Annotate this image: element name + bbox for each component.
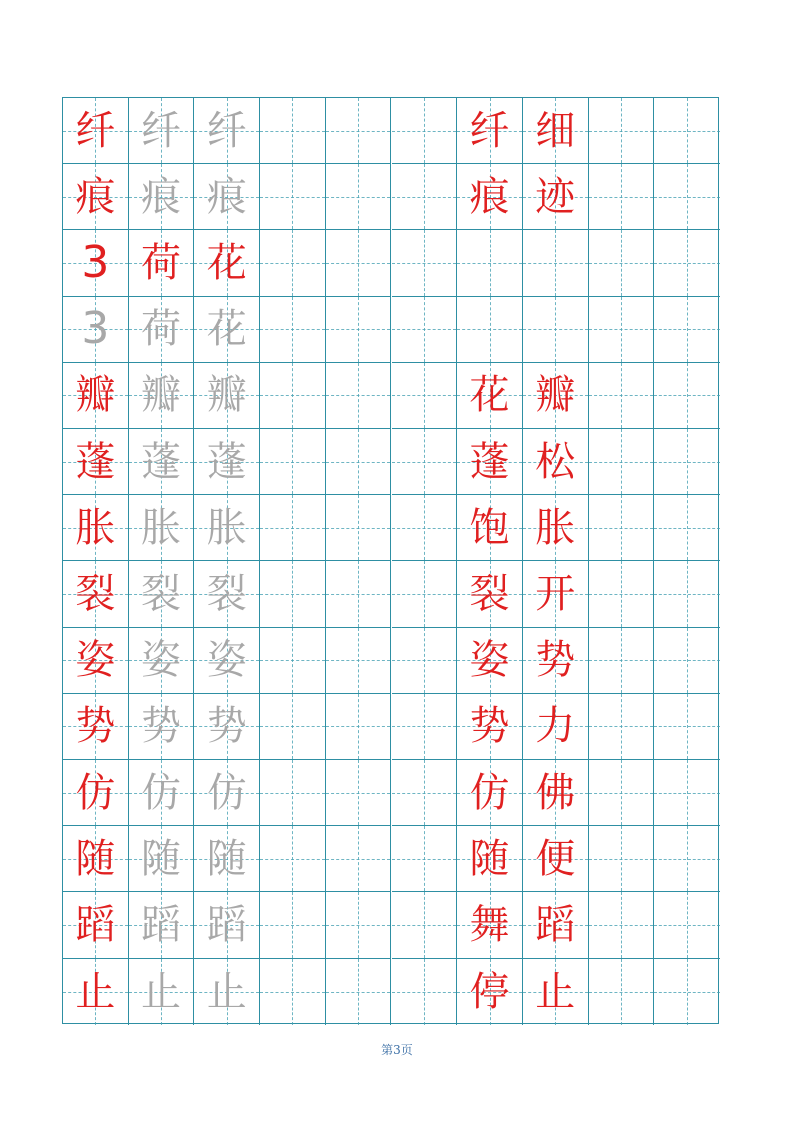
grid-cell [457,297,523,363]
grid-cell [129,363,195,429]
practice-character: 荷 [141,239,182,286]
grid-cell [194,959,260,1025]
grid-cell [326,561,392,627]
grid-cell [523,98,589,164]
practice-character: 随 [75,835,116,882]
practice-character: 纤 [469,107,510,154]
grid-cell [457,628,523,694]
grid-cell [63,959,129,1025]
practice-character: 姿 [141,637,182,684]
grid-cell [457,429,523,495]
writing-grid [62,97,719,1024]
grid-cell [589,628,655,694]
practice-character: 随 [141,835,182,882]
grid-row [63,164,718,230]
grid-row [63,98,718,164]
practice-character: 停 [469,968,510,1015]
grid-cell [129,164,195,230]
grid-cell [326,98,392,164]
grid-cell [63,694,129,760]
grid-cell [326,628,392,694]
practice-character: 仿 [141,769,182,816]
grid-cell [523,363,589,429]
practice-character: 仿 [469,769,510,816]
practice-character: 蹈 [535,901,576,948]
grid-cell [392,363,458,429]
grid-cell [260,959,326,1025]
grid-cell [326,495,392,561]
grid-cell [392,495,458,561]
grid-cell [129,959,195,1025]
grid-cell [260,164,326,230]
grid-cell [260,561,326,627]
practice-character: 瓣 [141,372,182,419]
grid-cell [457,164,523,230]
grid-cell [129,230,195,296]
grid-cell [457,363,523,429]
practice-character: 花 [206,239,247,286]
grid-cell [654,694,720,760]
grid-cell [589,760,655,826]
practice-character: 饱 [469,504,510,551]
practice-character: 痕 [141,173,182,220]
grid-cell [129,561,195,627]
practice-character: 裂 [141,570,182,617]
grid-row [63,363,718,429]
practice-character: 蓬 [206,438,247,485]
grid-cell [654,959,720,1025]
practice-character: 荷 [141,306,182,353]
practice-character: 3 [81,303,110,355]
practice-character: 势 [141,703,182,750]
grid-cell [194,164,260,230]
grid-cell [654,628,720,694]
grid-cell [260,230,326,296]
practice-character: 随 [469,835,510,882]
grid-cell [589,694,655,760]
grid-cell [392,98,458,164]
grid-cell [194,561,260,627]
grid-row [63,760,718,826]
page-number: 第3页 [381,1043,413,1057]
grid-cell [194,628,260,694]
grid-cell [326,429,392,495]
grid-row [63,297,718,363]
grid-cell [63,760,129,826]
practice-character: 松 [535,438,576,485]
practice-character: 随 [206,835,247,882]
grid-cell [194,363,260,429]
grid-cell [194,98,260,164]
grid-cell [457,694,523,760]
grid-cell [457,561,523,627]
grid-row [63,628,718,694]
grid-cell [589,959,655,1025]
grid-cell [194,429,260,495]
grid-cell [392,164,458,230]
grid-cell [326,230,392,296]
grid-cell [392,760,458,826]
practice-character: 仿 [75,769,116,816]
grid-cell [326,892,392,958]
grid-row [63,429,718,495]
practice-character: 裂 [469,570,510,617]
grid-cell [63,628,129,694]
practice-character: 蓬 [141,438,182,485]
grid-cell [260,892,326,958]
practice-character: 开 [535,570,576,617]
practice-character: 势 [75,703,116,750]
grid-cell [129,495,195,561]
grid-cell [392,429,458,495]
grid-cell [523,694,589,760]
grid-cell [63,164,129,230]
practice-character: 纤 [141,107,182,154]
grid-cell [326,760,392,826]
grid-cell [129,429,195,495]
practice-character: 花 [206,306,247,353]
grid-cell [260,98,326,164]
grid-cell [523,495,589,561]
grid-cell [129,760,195,826]
practice-character: 裂 [206,570,247,617]
grid-cell [326,959,392,1025]
grid-cell [326,297,392,363]
grid-cell [194,297,260,363]
grid-cell [326,363,392,429]
grid-cell [523,297,589,363]
grid-row [63,892,718,958]
grid-cell [194,892,260,958]
practice-character: 瓣 [535,372,576,419]
grid-cell [654,164,720,230]
grid-cell [654,98,720,164]
practice-character: 痕 [469,173,510,220]
practice-character: 止 [206,968,247,1015]
practice-character: 胀 [141,504,182,551]
grid-cell [457,495,523,561]
grid-cell [457,959,523,1025]
grid-cell [63,297,129,363]
grid-cell [260,363,326,429]
grid-cell [63,363,129,429]
grid-cell [194,826,260,892]
practice-character: 瓣 [206,372,247,419]
practice-character: 势 [206,703,247,750]
grid-cell [63,892,129,958]
grid-cell [523,230,589,296]
practice-character: 细 [535,107,576,154]
grid-cell [523,164,589,230]
grid-cell [457,892,523,958]
grid-cell [457,98,523,164]
grid-row [63,561,718,627]
grid-cell [654,760,720,826]
grid-cell [654,561,720,627]
practice-character: 姿 [206,637,247,684]
grid-cell [260,297,326,363]
grid-cell [260,495,326,561]
practice-character: 裂 [75,570,116,617]
practice-character: 止 [75,968,116,1015]
grid-cell [129,892,195,958]
grid-cell [326,826,392,892]
grid-cell [129,694,195,760]
grid-cell [194,495,260,561]
practice-character: 势 [535,637,576,684]
practice-character: 瓣 [75,372,116,419]
practice-character: 蹈 [206,901,247,948]
practice-character: 纤 [75,107,116,154]
practice-character: 蹈 [75,901,116,948]
grid-row [63,959,718,1025]
grid-cell [457,826,523,892]
grid-cell [392,694,458,760]
grid-cell [63,429,129,495]
practice-character: 便 [535,835,576,882]
practice-character: 仿 [206,769,247,816]
grid-cell [63,826,129,892]
practice-character: 花 [469,372,510,419]
practice-character: 痕 [75,173,116,220]
grid-cell [589,561,655,627]
practice-character: 蹈 [141,901,182,948]
grid-cell [457,760,523,826]
practice-character: 力 [535,703,576,750]
grid-cell [392,826,458,892]
grid-cell [129,628,195,694]
grid-cell [523,826,589,892]
grid-cell [654,230,720,296]
grid-cell [589,297,655,363]
grid-cell [654,826,720,892]
grid-cell [589,826,655,892]
grid-cell [392,230,458,296]
practice-character: 蓬 [469,438,510,485]
grid-cell [589,495,655,561]
grid-cell [129,98,195,164]
grid-cell [63,561,129,627]
practice-character: 佛 [535,769,576,816]
grid-cell [654,363,720,429]
grid-cell [129,826,195,892]
grid-cell [457,230,523,296]
grid-cell [523,760,589,826]
grid-cell [589,363,655,429]
practice-character: 3 [81,236,110,288]
grid-cell [194,230,260,296]
practice-character: 胀 [535,504,576,551]
grid-cell [194,760,260,826]
practice-character: 舞 [469,901,510,948]
grid-row [63,230,718,296]
grid-cell [392,297,458,363]
grid-cell [654,297,720,363]
grid-cell [260,760,326,826]
grid-cell [589,429,655,495]
grid-cell [392,892,458,958]
practice-character: 纤 [206,107,247,154]
grid-cell [523,561,589,627]
practice-character: 胀 [206,504,247,551]
grid-cell [589,164,655,230]
grid-cell [589,230,655,296]
grid-cell [654,892,720,958]
grid-cell [392,628,458,694]
grid-cell [654,429,720,495]
grid-cell [589,892,655,958]
grid-cell [260,826,326,892]
grid-cell [523,429,589,495]
grid-cell [260,628,326,694]
grid-cell [63,230,129,296]
grid-cell [260,429,326,495]
practice-character: 止 [141,968,182,1015]
practice-character: 迹 [535,173,576,220]
grid-cell [523,959,589,1025]
grid-row [63,694,718,760]
grid-cell [63,495,129,561]
grid-cell [523,892,589,958]
grid-cell [654,495,720,561]
grid-cell [523,628,589,694]
practice-character: 胀 [75,504,116,551]
grid-cell [129,297,195,363]
grid-cell [326,164,392,230]
grid-row [63,826,718,892]
grid-cell [260,694,326,760]
grid-row [63,495,718,561]
grid-cell [392,959,458,1025]
grid-cell [392,561,458,627]
practice-character: 势 [469,703,510,750]
grid-cell [194,694,260,760]
grid-cell [63,98,129,164]
practice-character: 止 [535,968,576,1015]
grid-cell [589,98,655,164]
practice-character: 姿 [75,637,116,684]
practice-character: 姿 [469,637,510,684]
practice-character: 蓬 [75,438,116,485]
grid-cell [326,694,392,760]
practice-character: 痕 [206,173,247,220]
